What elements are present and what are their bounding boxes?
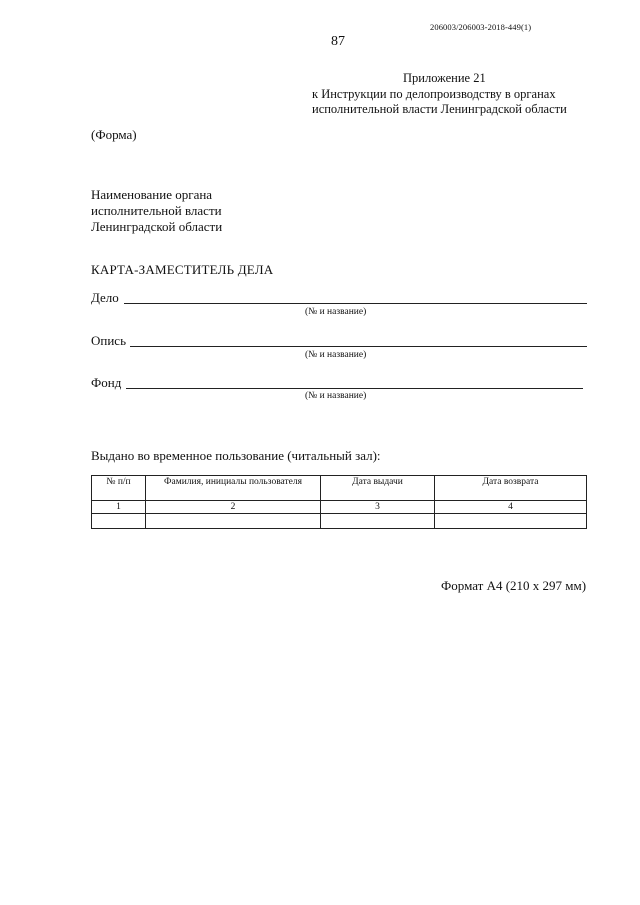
opis-hint: (№ и название) [305, 350, 367, 360]
header-return-date: Дата возврата [435, 476, 587, 501]
issue-table [91, 475, 587, 529]
delo-hint: (№ и название) [305, 307, 367, 317]
organization-line-1: Наименование органа [91, 187, 213, 202]
header-user-name: Фамилия, инициалы пользователя [146, 476, 321, 501]
header-number: № п/п [92, 476, 146, 501]
page-number: 87 [331, 34, 345, 49]
form-label: (Форма) [91, 127, 137, 142]
column-number: 4 [435, 501, 587, 514]
format-note: Формат А4 (210 х 297 мм) [441, 578, 587, 593]
appendix-line-2: к Инструкции по делопроизводству в органах [312, 87, 556, 101]
organization-line-2: исполнительной власти [91, 203, 222, 218]
appendix-line-1: Приложение 21 [403, 71, 486, 85]
appendix-line-3: исполнительной власти Ленинградской области [312, 102, 567, 116]
organization-line-3: Ленинградской области [91, 219, 223, 234]
document-code: 206003/206003-2018-449(1) [430, 22, 532, 32]
issued-label: Выдано во временное пользование (читальный зал): [91, 448, 381, 463]
table-cell[interactable] [146, 514, 321, 529]
fond-underline[interactable] [126, 388, 583, 389]
delo-label: Дело [91, 290, 119, 305]
fond-hint: (№ и название) [305, 391, 367, 401]
fond-label: Фонд [91, 375, 122, 390]
column-number: 1 [92, 501, 146, 514]
table-row [92, 514, 587, 529]
opis-label: Опись [91, 333, 127, 348]
column-number: 3 [321, 501, 435, 514]
document-title: КАРТА-ЗАМЕСТИТЕЛЬ ДЕЛА [91, 262, 274, 277]
table-cell[interactable] [92, 514, 146, 529]
opis-underline[interactable] [130, 346, 587, 347]
delo-underline[interactable] [124, 303, 587, 304]
column-number: 2 [146, 501, 321, 514]
header-issue-date: Дата выдачи [321, 476, 435, 501]
table-header-row [92, 476, 587, 501]
table-cell[interactable] [435, 514, 587, 529]
table-cell[interactable] [321, 514, 435, 529]
table-number-row [92, 501, 587, 514]
